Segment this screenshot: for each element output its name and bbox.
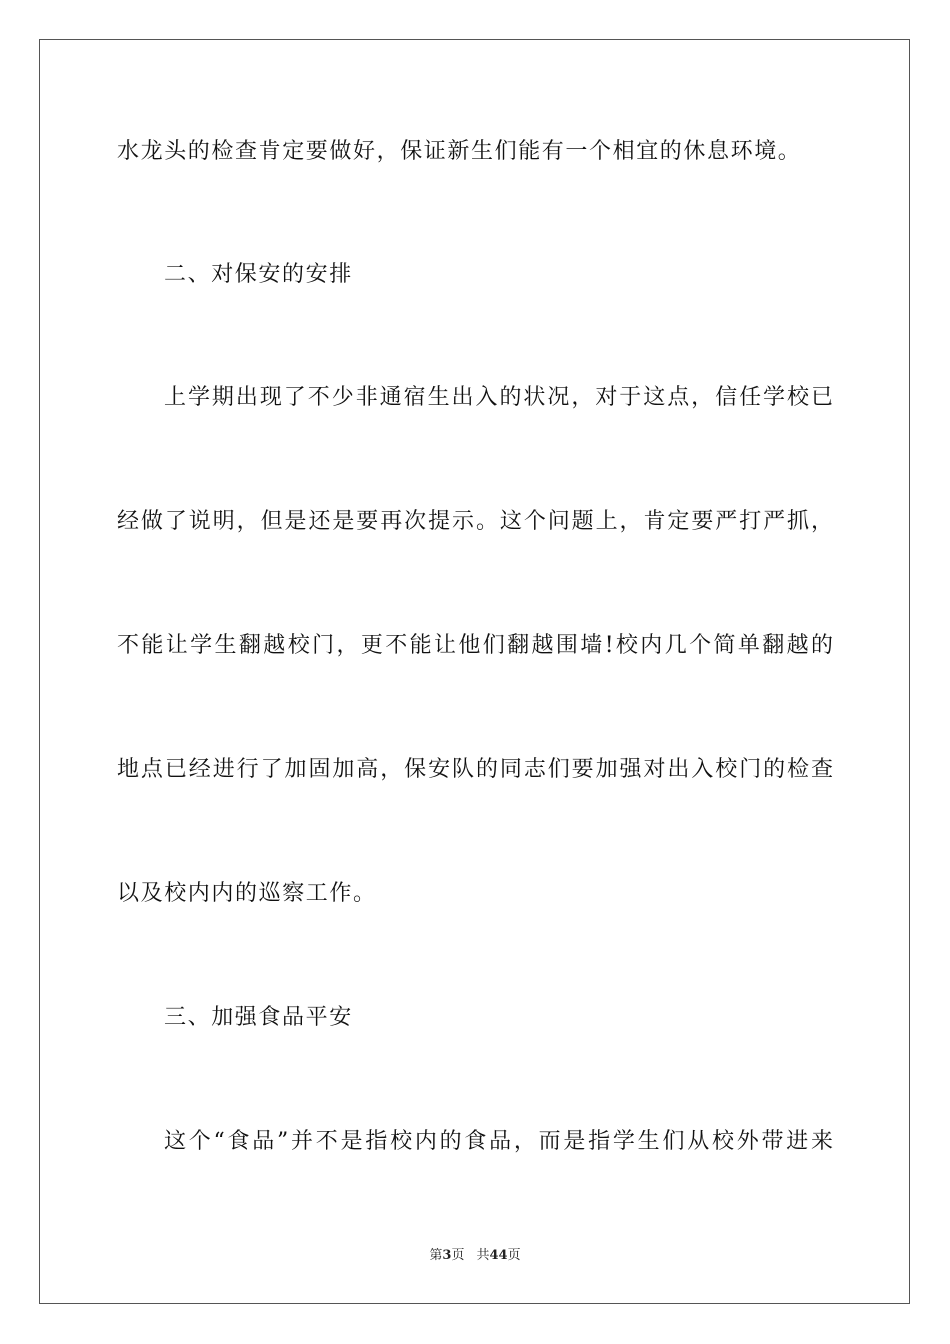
footer-total-suffix: 页: [507, 1248, 521, 1263]
page-footer: [0, 1247, 950, 1265]
body-line-9: 这个“食品”并不是指校内的食品，而是指学生们从校外带进来: [164, 1129, 833, 1154]
footer-page-prefix: 第: [429, 1248, 443, 1263]
body-line-5: 不能让学生翻越校门，更不能让他们翻越围墙!校内几个简单翻越的: [117, 633, 833, 658]
footer-total-prefix: 共: [476, 1248, 490, 1263]
footer-page-suffix: 页: [451, 1248, 465, 1263]
section-heading-2: 二、对保安的安排: [164, 262, 353, 287]
section-heading-3: 三、加强食品平安: [164, 1005, 353, 1030]
body-line-6: 地点已经进行了加固加高，保安队的同志们要加强对出入校门的检查: [117, 757, 833, 782]
footer-page-current: 3: [442, 1248, 452, 1263]
page-border: [39, 39, 910, 1304]
body-line-7: 以及校内内的巡察工作。: [117, 881, 377, 906]
footer-page-total: 44: [489, 1248, 508, 1263]
body-line-3: 上学期出现了不少非通宿生出入的状况，对于这点，信任学校已: [164, 385, 833, 410]
body-line-1: 水龙头的检查肯定要做好，保证新生们能有一个相宜的休息环境。: [117, 139, 802, 164]
body-line-4: 经做了说明，但是还是要再次提示。这个问题上，肯定要严打严抓，: [117, 509, 833, 534]
